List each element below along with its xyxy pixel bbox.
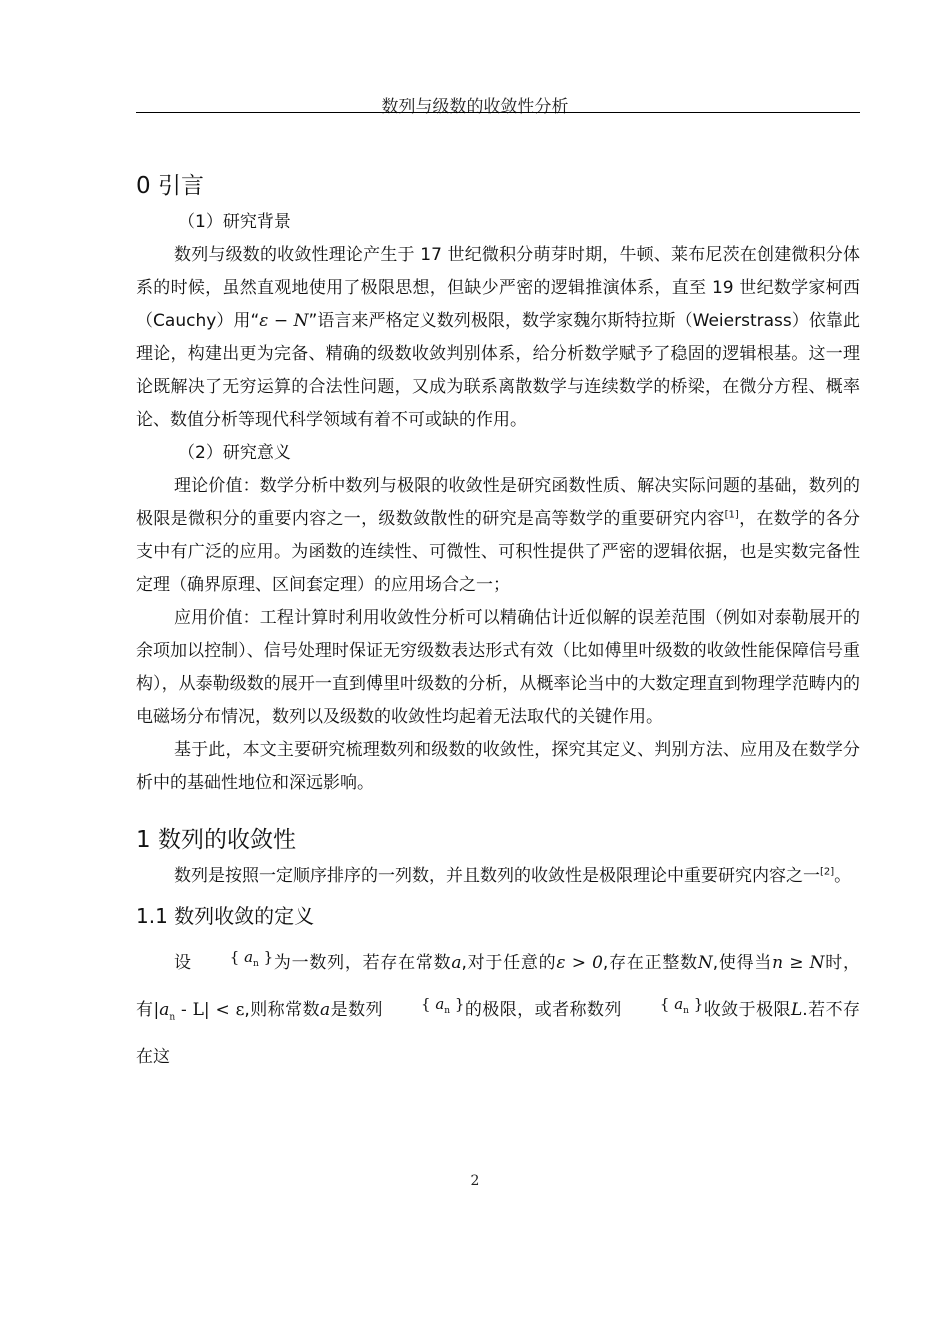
paragraph-convergence-definition: 设 { $a_n$ }为一数列，若存在常数a,对于任意的ε > 0,存在正整数N,使得当n ≥ N时，有$|a_n - L| < \varepsilon$,则称常数a是数列 { $a_n$ }的极限，或者称数列 { $a_n$ }收敛于极限L.若不存在这 (136, 937, 860, 1077)
citation-2: [2] (820, 866, 835, 878)
sequence-a-n: { $a_n$ } (421, 995, 465, 1016)
paragraph-theoretical-value: 理论价值：数学分析中数列与极限的收敛性是研究函数性质、解决实际问题的基础，数列的极限是微积分的重要内容之一，级数敛散性的研究是高等数学的重要研究内容[1]，在数学的各分支中有广泛的应用。为函数的连续性、可微性、可积性提供了严密的逻辑依据，也是实数完备性定理（确界原理、区间套定理）的应用场合之一； (136, 476, 861, 595)
running-header-title: 数列与级数的收敛性分析 (381, 97, 569, 117)
citation-1: [1] (724, 509, 739, 521)
epsilon-N-notation: ε − N (259, 311, 309, 331)
inequality-abs: $|a_n - L| < \varepsilon$ (153, 1000, 245, 1023)
n-ge-N: n ≥ N (772, 953, 825, 973)
section-heading-sequence-convergence: 1 数列的收敛性 (136, 827, 296, 853)
subheading-research-background: （1）研究背景 (178, 212, 291, 232)
paragraph-sequence-intro: 数列是按照一定顺序排序的一列数，并且数列的收敛性是极限理论中重要研究内容之一[2]。 (174, 866, 852, 886)
subheading-research-significance: （2）研究意义 (178, 443, 291, 463)
subsection-heading-definition: 1.1 数列收敛的定义 (136, 904, 315, 928)
paragraph-background: 数列与级数的收敛性理论产生于 17 世纪微积分萌芽时期，牛顿、莱布尼茨在创建微积分体系的时候，虽然直观地使用了极限思想，但缺少严密的逻辑推演体系，直至 19 世纪数学家柯西（Cauchy）用“ε − N”语言来严格定义数列极限，数学家魏尔斯特拉斯（Weierstrass）依靠此理论，构建出更为完备、精确的级数收敛判别体系，给分析数学赋予了稳固的逻辑根基。这一理论既解决了无穷运算的合法性问题，又成为联系离散数学与连续数学的桥梁，在微分方程、概率论、数值分析等现代科学领域有着不可或缺的作用。 (136, 245, 860, 430)
section-heading-introduction: 0 引言 (136, 173, 204, 199)
paragraph-summary: 基于此，本文主要研究梳理数列和级数的收敛性，探究其定义、判别方法、应用及在数学分析中的基础性地位和深远影响。 (136, 740, 860, 793)
header-rule (136, 112, 860, 113)
epsilon-positive: ε > 0 (556, 953, 603, 973)
sequence-a-n: { $a_n$ } (659, 995, 704, 1016)
page-body (136, 166, 860, 1077)
paragraph-applied-value: 应用价值：工程计算时利用收敛性分析可以精确估计近似解的误差范围（例如对泰勒展开的余项加以控制）、信号处理时保证无穷级数表达形式有效（比如傅里叶级数的收敛性能保障信号重构），从泰勒级数的展开一直到傅里叶级数的分析，从概率论当中的大数定理直到物理学范畴内的电磁场分布情况，数列以及级数的收敛性均起着无法取代的关键作用。 (136, 608, 860, 727)
sequence-a-n: { $a_n$ } (229, 948, 274, 969)
page-number: 2 (470, 1173, 480, 1189)
